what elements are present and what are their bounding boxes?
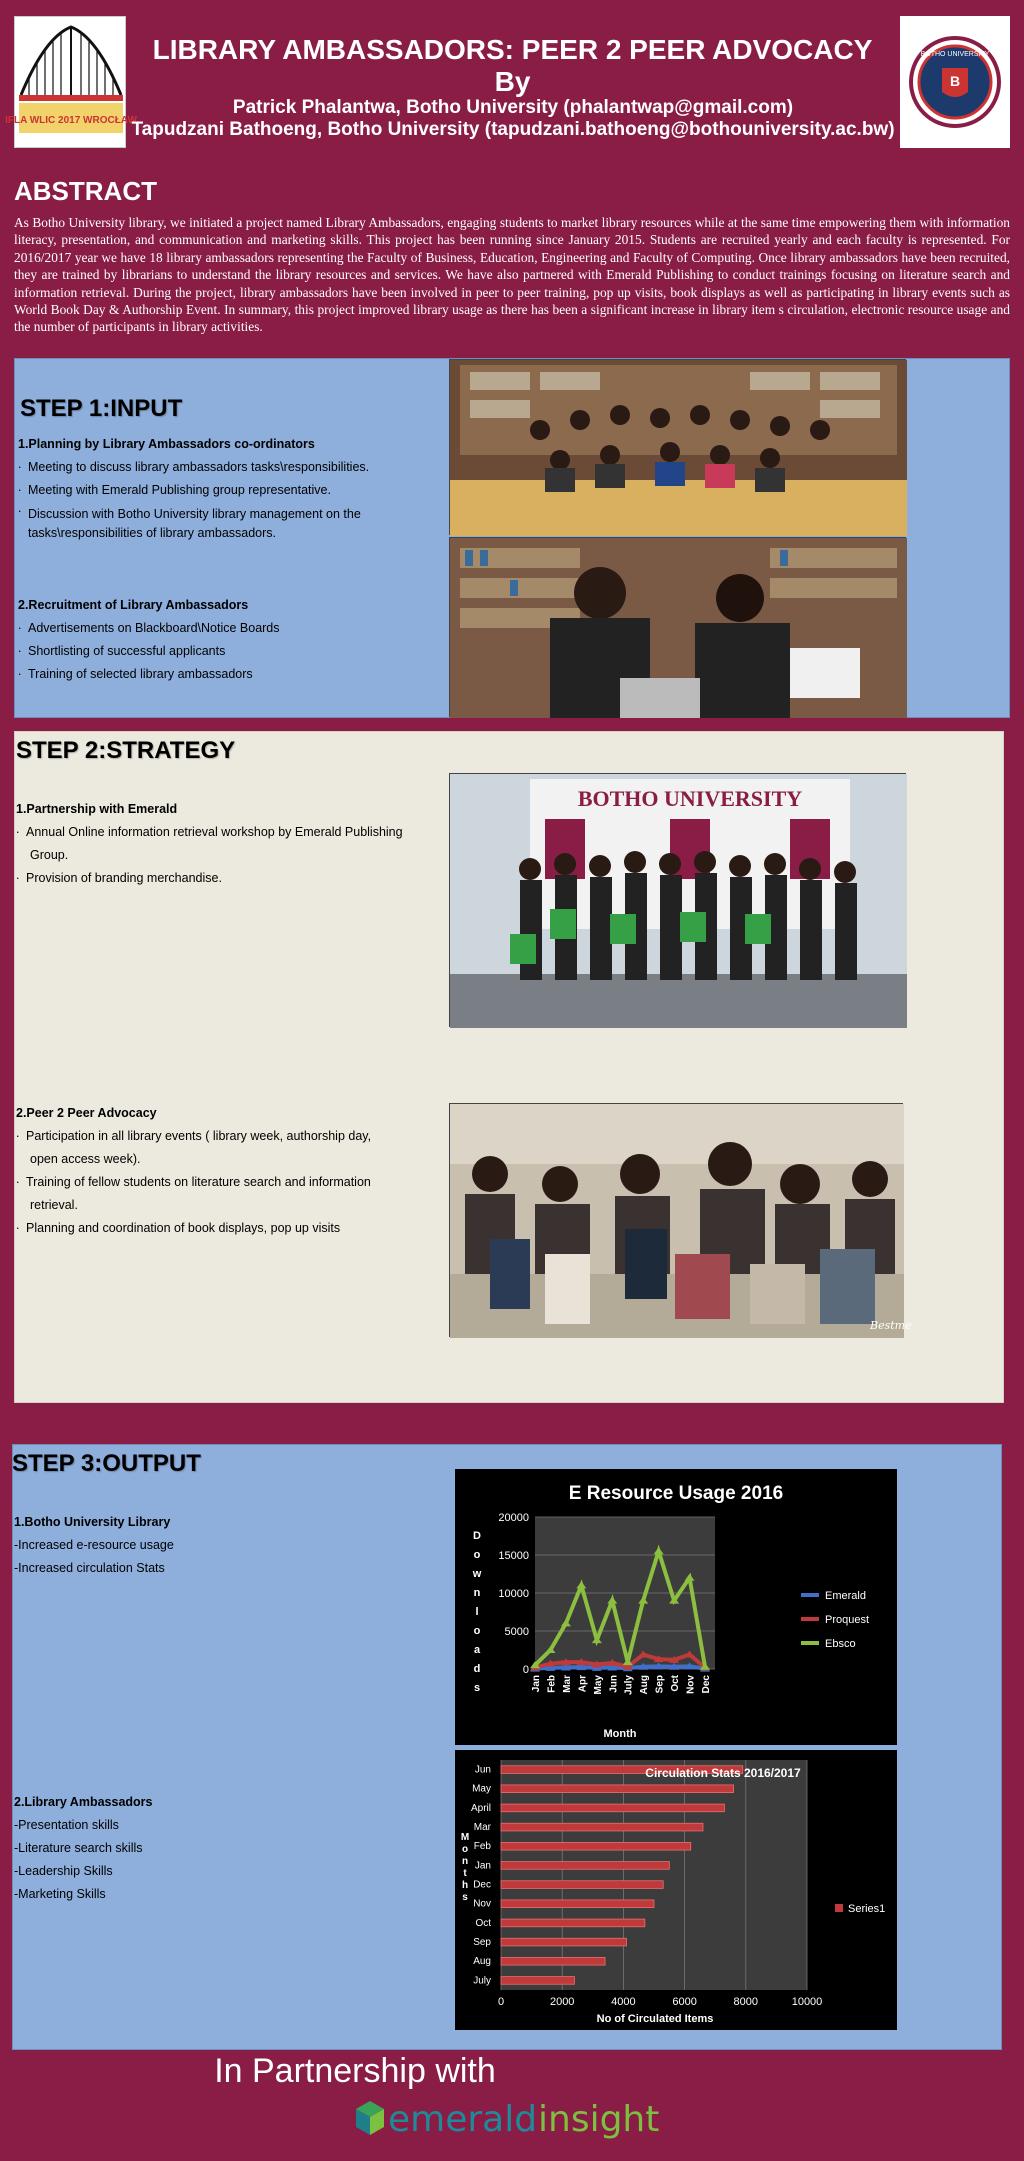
y-tick-label: Oct [475,1917,491,1929]
list-item: . Planning and coordination of book displays, pop up visits [16,1217,446,1240]
y-axis-label-char: o [461,1844,469,1855]
chart-title: Circulation Stats 2016/2017 [645,1766,801,1780]
bar [501,1900,654,1908]
y-axis-label-char: d [473,1663,481,1675]
step3-library-section [14,1511,414,1580]
legend-swatch [835,1904,843,1912]
y-axis-label-char: D [473,1530,481,1542]
title-line-1: LIBRARY AMBASSADORS: PEER 2 PEER ADVOCACY [152,34,873,65]
y-axis-label-char: l [475,1606,479,1618]
y-tick-label: Nov [473,1898,491,1910]
poster-header [0,0,1024,160]
step1-recruitment-title: 2.Recruitment of Library Ambassadors [18,598,249,612]
bar [501,1862,669,1870]
x-tick-label: Sep [654,1675,666,1694]
y-axis-label-char: M [460,1832,470,1843]
bar [501,1957,605,1965]
y-tick-label: Jan [474,1860,491,1872]
list-item: . Meeting to discuss library ambassadors tasks\responsibilities. [18,456,448,479]
list-item: -Marketing Skills [14,1887,106,1901]
abstract-heading: ABSTRACT [14,176,157,206]
step3-heading: STEP 3:OUTPUT [12,1450,201,1477]
bar [501,1977,574,1985]
circulation-chart [455,1750,897,2030]
y-tick-label: 0 [522,1664,529,1676]
step2-partnership-title: 1.Partnership with Emerald [16,802,178,816]
botho-university-logo [900,16,1010,148]
x-axis-label: No of Circulated Items [596,2013,714,2025]
list-item-continued: Group. [30,848,69,862]
banner-text: BOTHO UNIVERSITY [577,786,803,811]
ambassadors-laptop-photo [449,537,906,717]
list-item: . Participation in all library events ( library week, authorship day, [16,1125,446,1148]
x-tick-label: Dec [701,1675,712,1694]
ifla-wlic-logo [5,16,137,148]
list-item: . Meeting with Emerald Publishing group representative. [18,479,448,502]
step3-ambassadors-title: 2.Library Ambassadors [14,1795,153,1809]
step2-peer-advocacy-title: 2.Peer 2 Peer Advocacy [16,1106,157,1120]
y-axis-label-char: a [473,1644,481,1656]
y-axis-label-char: s [462,1892,468,1903]
step3-ambassadors-section [14,1791,414,1906]
legend-label: Ebsco [825,1638,856,1650]
right-logo-text: BOTHO UNIVERSITY [920,51,990,58]
list-item: . Training of selected library ambassadors [18,663,448,686]
y-axis-label-char: n [473,1587,481,1599]
chart-title: E Resource Usage 2016 [568,1483,784,1504]
x-tick-label: Nov [685,1675,697,1694]
x-tick-label: Mar [561,1675,573,1693]
y-axis-label-char: s [473,1682,481,1694]
x-tick-label: 2000 [549,1996,575,2008]
list-item: -Increased circulation Stats [14,1561,165,1575]
x-tick-label: July [623,1675,635,1696]
x-tick-label: 10000 [791,1996,823,2008]
y-tick-label: Mar [473,1821,491,1833]
y-tick-label: Feb [473,1841,491,1853]
author-2: Tapudzani Bathoeng, Botho University (tapudzani.bathoeng@bothouniversity.ac.bw) [131,119,895,140]
x-tick-label: Jan [531,1675,542,1693]
list-item: . Training of fellow students on literature search and information [16,1171,446,1194]
bar [501,1804,724,1812]
x-tick-label: 8000 [733,1996,759,2008]
list-item: -Presentation skills [14,1818,119,1832]
bar [501,1823,703,1831]
y-tick-label: 10000 [498,1588,529,1600]
y-tick-label: April [470,1802,491,1814]
e-resource-chart [455,1469,897,1745]
partnership-text: In Partnership with [214,2052,496,2090]
y-axis-label-char: h [461,1880,469,1891]
list-item: . Discussion with Botho University library management on the [18,502,448,523]
step2-heading: STEP 2:STRATEGY [16,737,236,764]
plot-area [501,1760,807,1990]
bar [501,1881,663,1889]
authors [118,97,908,141]
list-item-continued: open access week). [30,1152,141,1166]
y-axis-label-char: o [473,1625,481,1637]
bar [501,1938,626,1946]
x-tick-label: May [592,1675,604,1695]
emerald-workshop-group-photo [449,773,906,1027]
emerald-cube-icon [356,2101,384,2135]
step3-library-title: 1.Botho University Library [14,1515,171,1529]
abstract-text: As Botho University library, we initiated a project named Library Ambassadors, engaging students to market library resources while at the same time empowering them with information literacy, presentation, and communication and marketing skills. This project has been running since January 2015. Students are recruited yearly and each faculty is represented. For 2016/2017 year we have 18 library ambassadors representing the Faculty of Business, Education, Engineering and Faculty of Computing. Once library ambassadors have been recruited, they are trained by librarians to understand the library resources and services. We have also partnered with Emerald Publishing to conduct trainings focusing on literature search and information retrieval. During the project, library ambassadors have been involved in peer to peer training, pop up visits, book displays as well as participating in library events such as World Book Day & Authorship Event. In summary, this project improved library usage as there has been a significant increase in library item s circulation, electronic resource usage and the number of participants in library activities. [14,215,1010,335]
list-item: . Shortlisting of successful applicants [18,640,448,663]
svg-text:B: B [949,73,961,89]
y-axis-label-char: n [461,1856,469,1867]
y-tick-label: Sep [473,1936,491,1948]
bar [501,1785,734,1793]
book-display-photo [449,1103,912,1337]
y-tick-label: 15000 [498,1550,529,1562]
list-item: -Literature search skills [14,1841,143,1855]
y-axis-label-char: w [472,1568,482,1580]
list-item-continued: retrieval. [30,1198,78,1212]
x-tick-label: 6000 [672,1996,697,2008]
legend-label: Emerald [825,1590,866,1602]
x-tick-label: 0 [497,1996,505,2008]
step2-peer-advocacy-section [16,1102,446,1240]
step1-heading: STEP 1:INPUT [20,395,183,422]
list-item: -Increased e-resource usage [14,1538,174,1552]
author-1: Patrick Phalantwa, Botho University (phalantwap@gmail.com) [232,97,794,118]
list-item-continued: tasks\responsibilities of library ambassadors. [28,526,277,540]
y-tick-label: 20000 [498,1512,529,1524]
step1-planning-section [18,433,448,543]
y-tick-label: Aug [473,1956,491,1968]
y-tick-label: Jun [474,1764,491,1776]
x-tick-label: Aug [639,1675,651,1695]
x-axis-label: Month [603,1728,637,1740]
poster-title [130,34,895,98]
list-item: -Leadership Skills [14,1864,113,1878]
photo-caption: Bestme [870,1319,912,1332]
list-item: . Provision of branding merchandise. [16,867,446,890]
legend-label: Series1 [848,1903,886,1915]
x-tick-label: Apr [577,1675,589,1693]
logo-word-emerald: emerald [388,2099,538,2140]
y-tick-label: May [472,1783,491,1795]
step1-planning-title: 1.Planning by Library Ambassadors co-ordinators [18,437,315,451]
x-tick-label: Feb [546,1675,558,1693]
x-tick-label: Jun [608,1675,620,1693]
y-axis-label-char: t [463,1868,467,1879]
bar [501,1842,691,1850]
list-item: . Annual Online information retrieval workshop by Emerald Publishing [16,821,446,844]
x-tick-label: Oct [670,1675,682,1692]
y-tick-label: Dec [473,1879,491,1891]
group-photo-meeting [449,359,906,535]
y-tick-label: July [473,1975,491,1987]
title-line-2: By [494,66,531,97]
legend-label: Proquest [825,1614,870,1626]
bar [501,1919,645,1927]
step2-partnership-section [16,798,446,890]
left-logo-text: IFLA WLIC 2017 WROCŁAW [5,115,137,126]
y-tick-label: 5000 [504,1626,529,1638]
emerald-insight-logo [350,2095,670,2145]
list-item: . Advertisements on Blackboard\Notice Boards [18,617,448,640]
step1-recruitment-section [18,594,448,686]
y-axis-label-char: o [473,1549,481,1561]
logo-word-insight: insight [538,2099,660,2140]
x-tick-label: 4000 [611,1996,636,2008]
